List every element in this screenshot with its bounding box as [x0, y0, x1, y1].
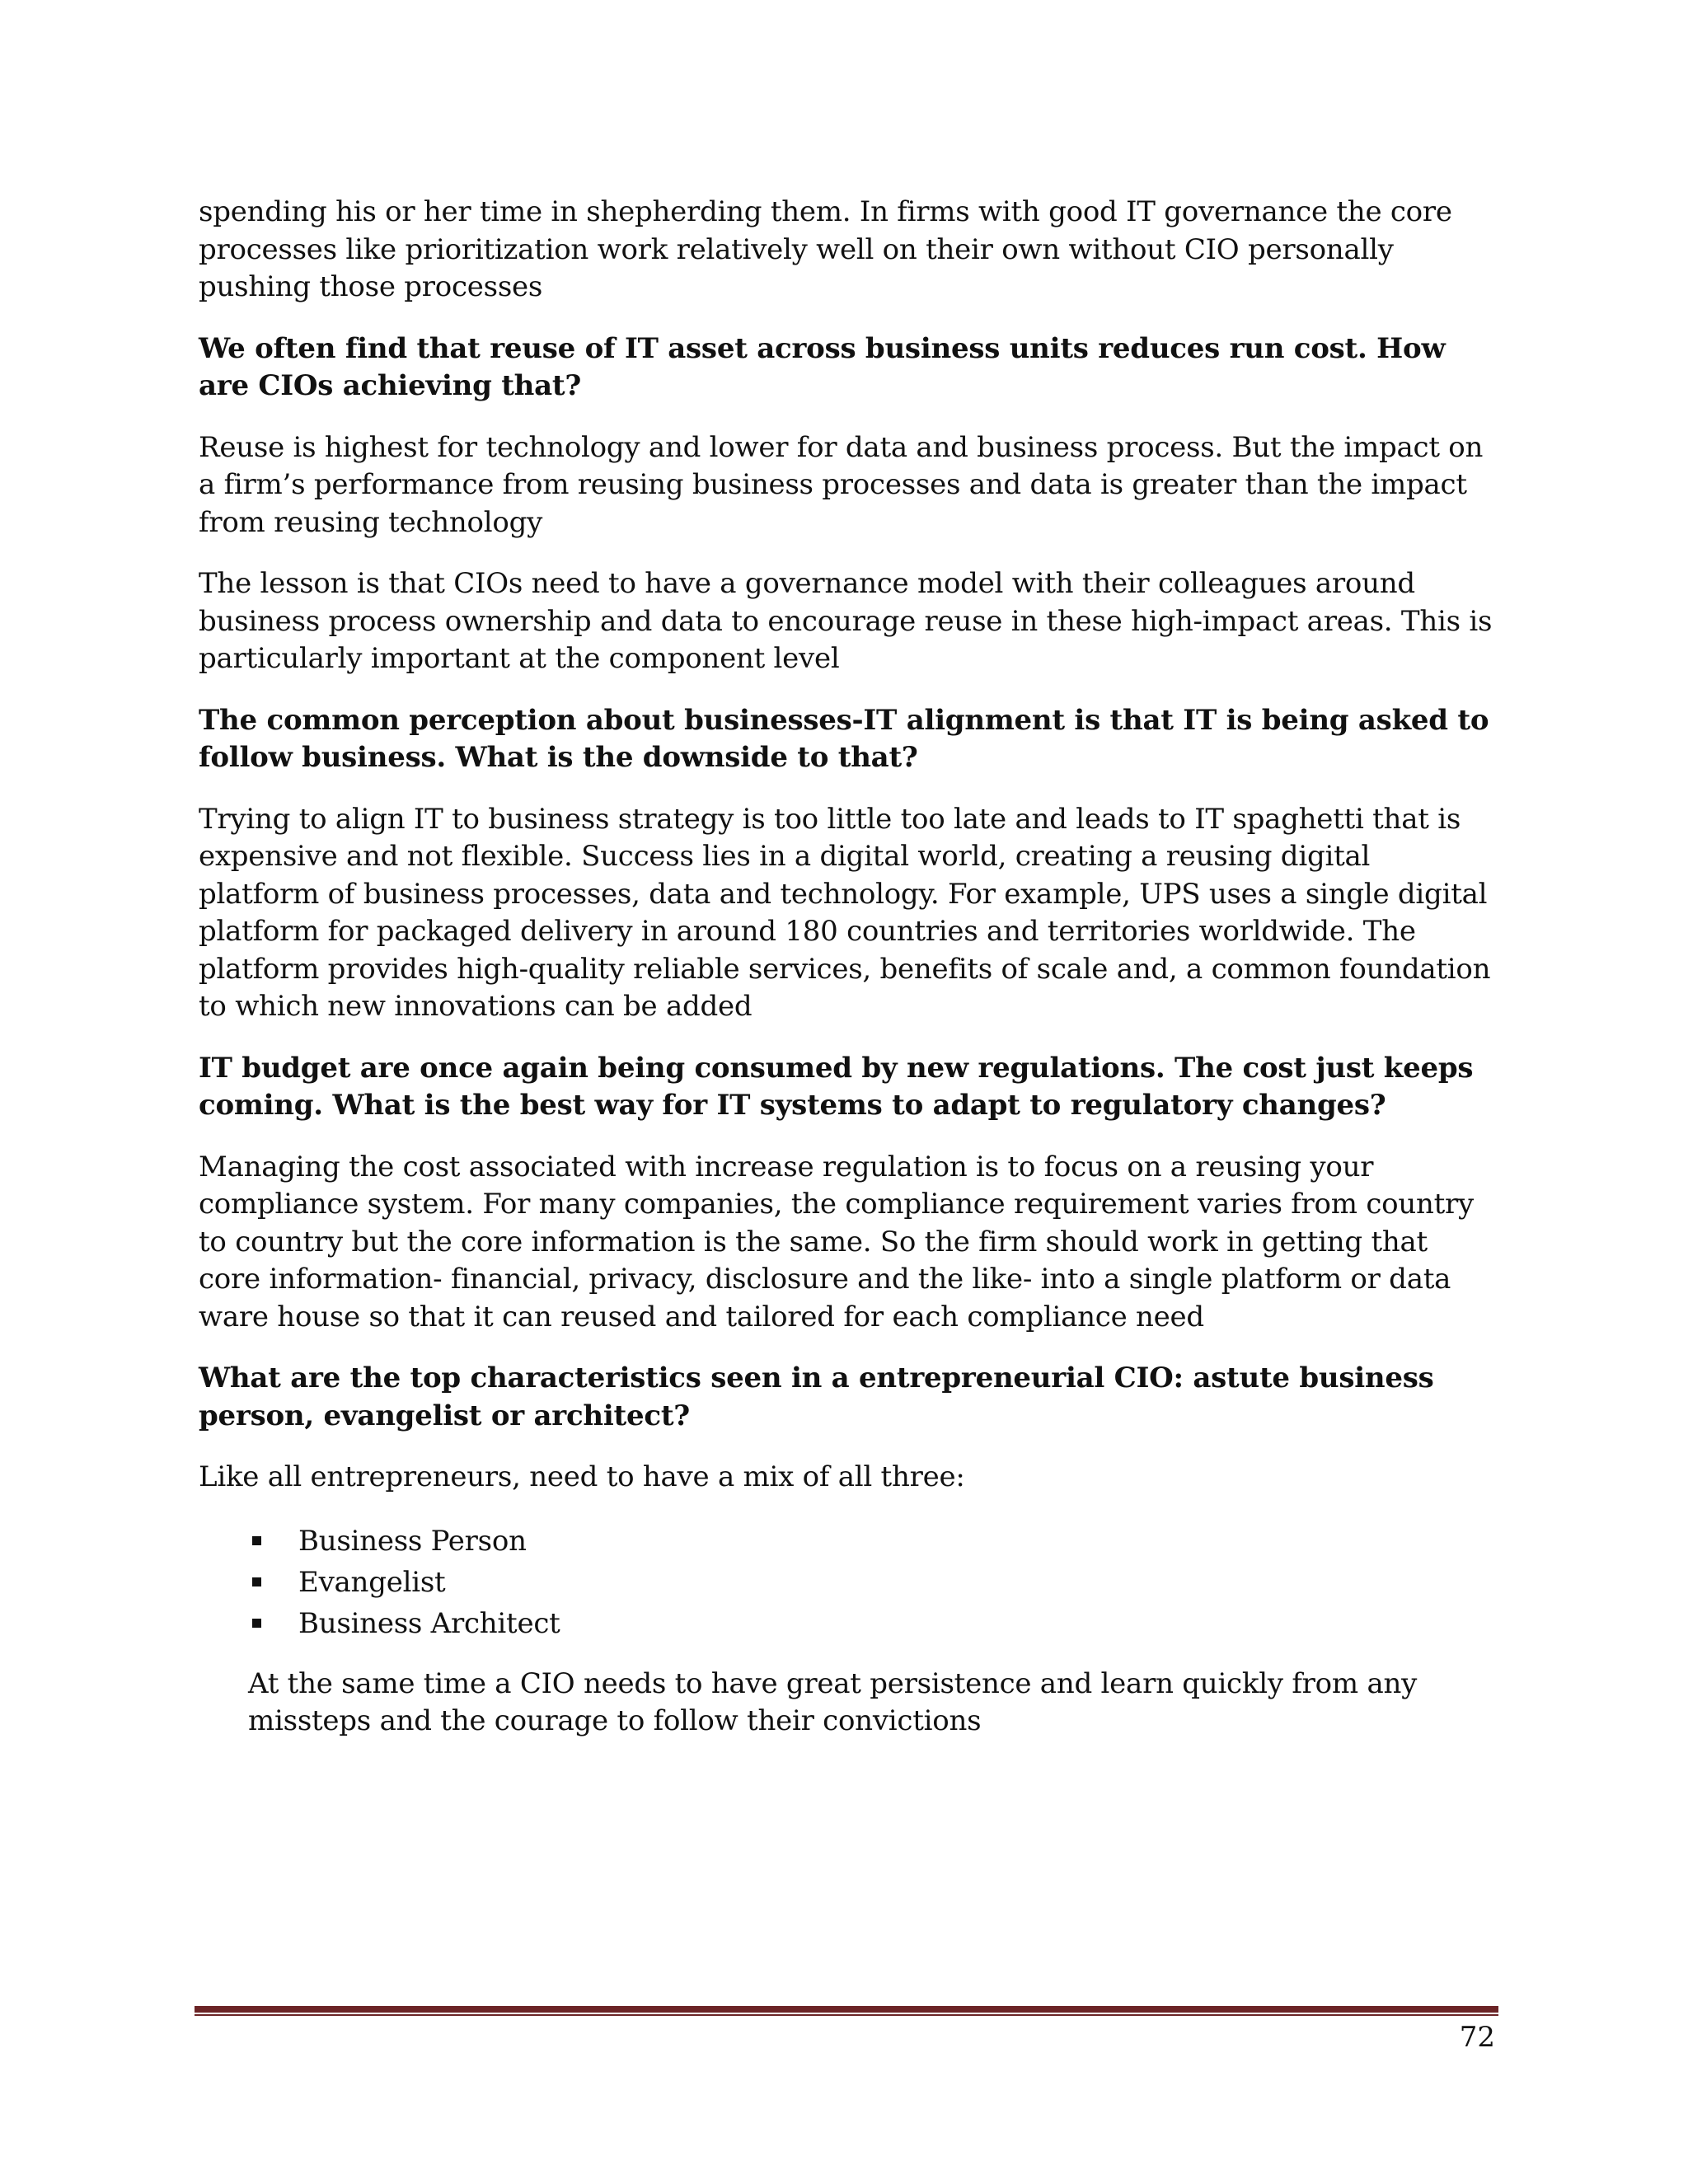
- footer-rule-thick: [195, 2006, 1498, 2013]
- body-paragraph: Reuse is highest for technology and lower for data and business process. But the impact on a firm’s performance from reusing business processes and data is greater than the impact from reusing technology: [199, 430, 1484, 539]
- interview-question: IT budget are once again being consumed by new regulations. The cost just keeps coming. What is the best way for IT systems to adapt to regulatory changes?: [199, 1051, 1474, 1122]
- page-number: 72: [1459, 2021, 1495, 2054]
- footer-rule-thin: [195, 2014, 1498, 2016]
- body-paragraph: Trying to align IT to business strategy is too little too late and leads to IT spaghetti that is expensive and not flexible. Success lies in a digital world, creating a reusing digital platform of business processes, data and technology. For example, UPS uses a single digital platform for packaged delivery in around 180 countries and territories worldwide. The platform provides high-quality reliable services, benefits of scale and, a common foundation to which new innovations can be added: [199, 802, 1491, 1023]
- list-item: [199, 1603, 1497, 1644]
- list-item-label: Evangelist: [298, 1565, 446, 1599]
- bullet-list: [199, 1521, 1497, 1644]
- list-item-label: Business Person: [298, 1524, 527, 1558]
- body-paragraph: Managing the cost associated with increase regulation is to focus on a reusing your compliance system. For many companies, the compliance requirement varies from country to country but the core information is the same. So the firm should work in getting that core information- financial, privacy, disclosure and the like- into a single platform or data ware house so that it can reused and tailored for each compliance need: [199, 1150, 1474, 1333]
- body-paragraph: The lesson is that CIOs need to have a governance model with their colleagues around business process ownership and data to encourage reuse in these high-impact areas. This is particularly important at the component level: [199, 567, 1493, 675]
- footer-rule: [195, 2006, 1498, 2016]
- square-bullet-icon: [252, 1577, 261, 1586]
- interview-question: The common perception about businesses-IT alignment is that IT is being asked to follow business. What is the downside to that?: [199, 703, 1489, 774]
- page-body: [199, 194, 1497, 1765]
- body-paragraph: Like all entrepreneurs, need to have a mix of all three:: [199, 1460, 965, 1493]
- list-item: [199, 1521, 1497, 1562]
- closing-paragraph: At the same time a CIO needs to have great persistence and learn quickly from any missteps and the courage to follow their convictions: [248, 1666, 1418, 1737]
- interview-question: We often find that reuse of IT asset across business units reduces run cost. How are CIOs achieving that?: [199, 331, 1446, 402]
- square-bullet-icon: [252, 1619, 261, 1628]
- list-item-label: Business Architect: [298, 1606, 560, 1640]
- square-bullet-icon: [252, 1536, 261, 1545]
- list-item: [199, 1562, 1497, 1603]
- interview-question: What are the top characteristics seen in a entrepreneurial CIO: astute business person, evangelist or architect?: [199, 1361, 1434, 1432]
- body-paragraph: spending his or her time in shepherding them. In firms with good IT governance the core processes like prioritization work relatively well on their own without CIO personally pushing those processes: [199, 195, 1452, 303]
